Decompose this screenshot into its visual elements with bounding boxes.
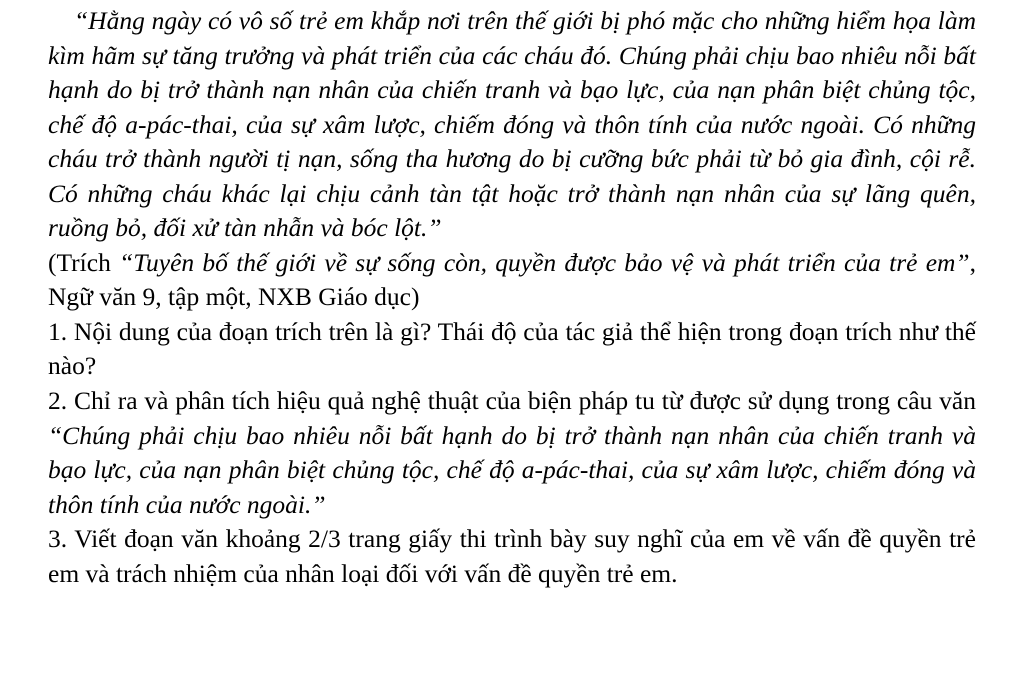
question-3 [48,522,976,591]
question-2 [48,384,976,522]
question-2-quoted-sentence: “Chúng phải chịu bao nhiêu nỗi bất hạnh do bị trở thành nạn nhân của chiến tranh và bạo lực, của nạn phân biệt chủng tộc, chế độ a-pác-thai, của sự xâm lược, chiếm đóng và thôn tính của nước ngoài.” [48,420,976,519]
source-suffix: , Ngữ văn 9, tập một, NXB Giáo dục) [48,247,976,312]
source-citation-line [48,246,976,315]
question-2-number: 2. [48,386,68,416]
question-3-text: Viết đoạn văn khoảng 2/3 trang giấy thi trình bày suy nghĩ của em về vấn đề quyền trẻ em và trách nhiệm của nhân loại đối với vấn đề quyền trẻ em. [48,524,976,588]
document-body [48,4,976,591]
source-title: “Tuyên bố thế giới về sự sống còn, quyền được bảo vệ và phát triển của trẻ em” [119,247,970,277]
question-1-number: 1. [48,316,68,346]
question-1-text: Nội dung của đoạn trích trên là gì? Thái độ của tác giả thể hiện trong đoạn trích như thế nào? [48,316,976,381]
source-prefix: (Trích [48,247,120,277]
excerpt-quote-paragraph: “Hằng ngày có vô số trẻ em khắp nơi trên thế giới bị phó mặc cho những hiểm họa làm kìm hãm sự tăng trưởng và phát triển của các cháu đó. Chúng phải chịu bao nhiêu nỗi bất hạnh do bị trở thành nạn nhân của chiến tranh và bạo lực, của nạn phân biệt chủng tộc, chế độ a-pác-thai, của sự xâm lược, chiếm đóng và thôn tính của nước ngoài. Có những cháu trở thành người tị nạn, sống tha hương do bị cưỡng bức phải từ bỏ gia đình, cội rễ. Có những cháu khác lại chịu cảnh tàn tật hoặc trở thành nạn nhân của sự lãng quên, ruồng bỏ, đối xử tàn nhẫn và bóc lột.” [48,6,976,243]
question-3-number: 3. [48,524,68,554]
question-1 [48,315,976,384]
question-2-text: Chỉ ra và phân tích hiệu quả nghệ thuật của biện pháp tu từ được sử dụng trong câu văn [67,386,976,416]
